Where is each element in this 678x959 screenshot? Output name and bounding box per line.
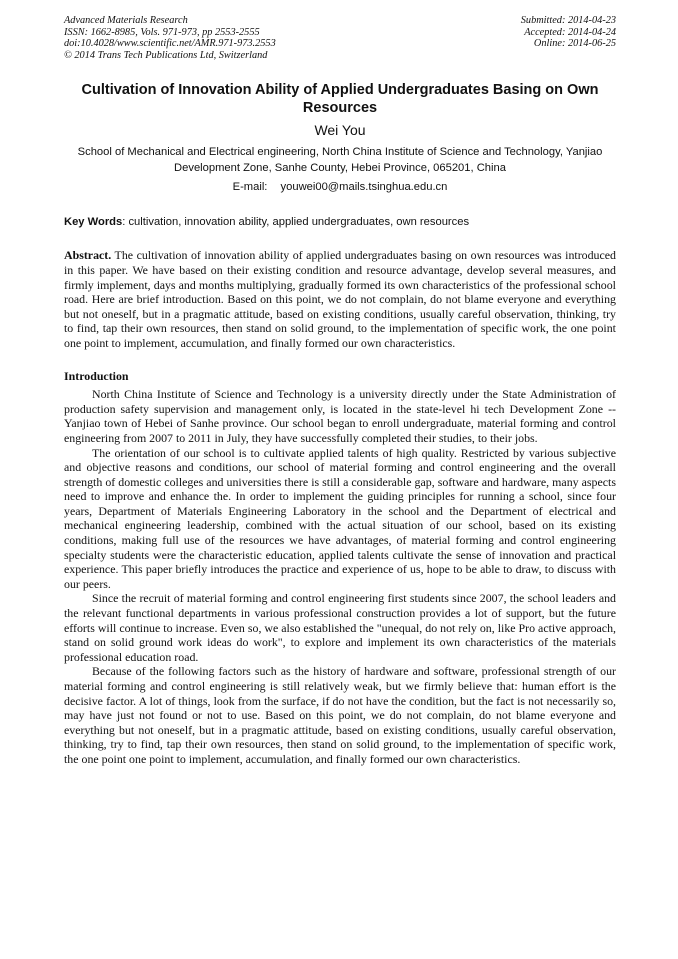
keywords-label: Key Words (64, 216, 123, 229)
intro-paragraph-1: North China Institute of Science and Technology is a university directly under the State Administration of production safety supervision and management only, is located in the state-level hi tech Development Zone -- Yanjiao town of Hebei of Sanhe province. Our school began to enroll undergraduate, material forming and control engineering from 2007 to 2011 in July, they have successfully completed their studies, to their jobs. (64, 387, 616, 445)
abstract (64, 248, 616, 350)
email-address: youwei00@mails.tsinghua.edu.cn (280, 181, 448, 194)
keywords (64, 215, 616, 230)
intro-paragraph-3: Since the recruit of material forming and control engineering first students since 2007, the school leaders and the relevant functional departments in various professional construction provides a lot of support, but the future efforts will continue to increase. Even so, we also established the "unequal, do not rely on, like Pro active approach, stand on solid ground work ideas do work", to explore and implement its own characteristics of the materials professional education road. (64, 591, 616, 664)
abstract-text: The cultivation of innovation ability of applied undergraduates basing on own resources was introduced in this paper. We have based on their existing condition and resource advantage, develop several measures, and firmly implement, days and months multiplying, gradually formed its own characteristics of the professional school road. Here are brief introduction. Based on this point, we do not complain, do not blame everyone and everything but not oneself, but in a pragmatic attitude, based on existing conditions, usually careful observation, thinking, try to find, tap their own resources, then stand on solid ground, to the implementation of specific work, the one point one point to implement, accumulation, and finally formed our own characteristics. (64, 248, 616, 350)
accepted-date: Accepted: 2014-04-24 (524, 26, 616, 38)
submission-dates (521, 15, 616, 61)
author-email (64, 180, 616, 195)
paper-page (64, 15, 616, 767)
author-affiliation: School of Mechanical and Electrical engineering, North China Institute of Science and Technology, Yanjiao Development Zone, Sanhe County, Hebei Province, 065201, China (77, 146, 603, 174)
paper-title: Cultivation of Innovation Ability of Applied Undergraduates Basing on Own Resources (81, 82, 599, 117)
submitted-date: Submitted: 2014-04-23 (520, 15, 616, 26)
doi-line: doi:10.4028/www.scientific.net/AMR.971-973.2553 (64, 38, 276, 50)
journal-info (64, 15, 276, 61)
copyright-line: © 2014 Trans Tech Publications Ltd, Switzerland (64, 49, 268, 61)
abstract-label: Abstract. (64, 248, 112, 263)
intro-paragraph-4: Because of the following factors such as the history of hardware and software, professional strength of our material forming and control engineering is still relatively weak, but we firmly believe that: human effort is the decisive factor. A lot of things, look from the surface, if do not have the condition, but the fact is not necessarily so, may have just not found or not to use. Based on this point, we do not complain, do not blame everyone and everything but not oneself, but in a pragmatic attitude, based on existing conditions, usually careful observation, thinking, try to find, tap their own resources, then stand on solid ground, to the implementation of specific work, the one point one point to implement, accumulation, and finally formed our own characteristics. (64, 664, 616, 766)
journal-name: Advanced Materials Research (64, 15, 188, 26)
online-date: Online: 2014-06-25 (533, 38, 616, 50)
keywords-text: : cultivation, innovation ability, applied undergraduates, own resources (122, 216, 470, 229)
intro-paragraph-2: The orientation of our school is to cultivate applied talents of high quality. Restricted by various subjective and objective reasons and conditions, our school of material forming and control engineering and the overall strength of domestic colleges and universities there is still a considerable gap, software and hardware, many aspects need to improve and enhance the. In order to implement the guiding principles for running a school, since four years, Department of Materials Engineering Laboratory in the school and the Department of electrical and mechanical engineering leadership, combined with the actual situation of our school, based on its existing conditions, making full use of the resources we have advantages, of material forming and control engineering specialty students were the characteristic education, applied talents cultivate the sense of innovation and practical experience. This paper briefly introduces the practice and experience of us, hope to be able to draw, to discuss with our peers. (64, 445, 616, 591)
introduction-heading: Introduction (64, 368, 129, 383)
introduction-body (64, 387, 616, 766)
issn-line: ISSN: 1662-8985, Vols. 971-973, pp 2553-2555 (64, 26, 260, 38)
journal-header (64, 15, 616, 61)
email-label: E-mail: (232, 181, 268, 194)
author-name: Wei You (314, 122, 366, 139)
